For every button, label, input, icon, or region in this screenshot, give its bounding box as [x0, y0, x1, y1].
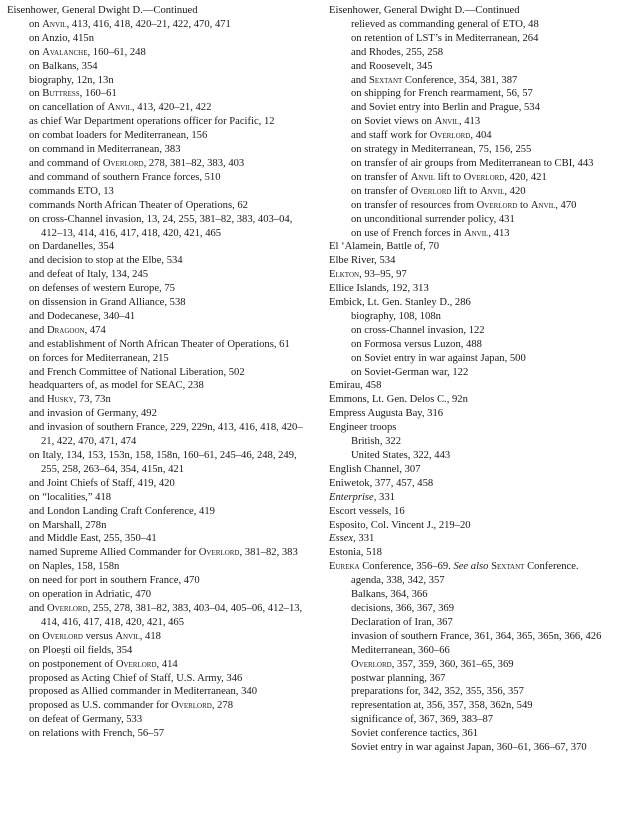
index-subentry: on “localities,” 418	[29, 491, 112, 503]
index-heading: Eureka Conference, 356–69. See also Sextant Conference.	[329, 561, 579, 573]
index-subentry: on Avalanche, 160–61, 248	[29, 46, 146, 58]
index-subentry: on Naples, 158, 158n	[29, 561, 120, 573]
index-subentry: on Anzio, 415n	[29, 32, 95, 44]
index-subentry: and Rhodes, 255, 258	[351, 46, 444, 58]
index-heading: Eniwetok, 377, 457, 458	[329, 477, 434, 489]
index-subentry: decisions, 366, 367, 369	[351, 602, 454, 614]
index-subentry: Soviet conference tactics, 361	[351, 728, 479, 740]
index-subentry: on Balkans, 354	[29, 60, 98, 72]
index-heading: Empress Augusta Bay, 316	[329, 408, 444, 420]
index-subentry: and Husky, 73, 73n	[29, 394, 111, 406]
index-subentry: on cancellation of Anvil, 413, 420–21, 422	[29, 102, 212, 114]
index-subentry: and Dragoon, 474	[29, 324, 106, 336]
index-subentry: preparations for, 342, 352, 355, 356, 357	[351, 686, 524, 698]
index-subentry: invasion of southern France, 361, 364, 365, 365n, 366, 426	[351, 630, 602, 642]
index-subentry: headquarters of, as model for SEAC, 238	[29, 380, 204, 392]
index-subentry: and Soviet entry into Berlin and Prague, 534	[351, 102, 540, 114]
index-subentry: on postponement of Overlord, 414	[29, 658, 178, 670]
index-subentry: and Joint Chiefs of Staff, 419, 420	[29, 477, 175, 489]
index-heading: Eisenhower, General Dwight D.—Continued	[7, 5, 198, 16]
index-heading: English Channel, 307	[329, 463, 421, 475]
index-subentry: on use of French forces in Anvil, 413	[351, 227, 510, 239]
index-subentry: postwar planning, 367	[351, 672, 446, 684]
index-subentry: commands North African Theater of Operations, 62	[29, 199, 248, 211]
index-heading: Elkton, 93–95, 97	[329, 269, 407, 281]
index-subentry: on cross-Channel invasion, 122	[351, 324, 485, 336]
index-subentry: on Ploești oil fields, 354	[29, 644, 133, 656]
index-subentry: on cross-Channel invasion, 13, 24, 255, 381–82, 383, 403–04, 412–13, 414, 416, 417, 418, 420, 421, 465	[29, 213, 293, 239]
index-subentry: on transfer of Anvil lift to Overlord, 420, 421	[351, 171, 547, 183]
index-subentry: on transfer of resources from Overlord to Anvil, 470	[351, 199, 577, 211]
index-subentry: significance of, 367, 369, 383–87	[351, 714, 494, 726]
index-heading: Esposito, Col. Vincent J., 219–20	[329, 519, 471, 531]
index-subentry: Balkans, 364, 366	[351, 589, 428, 601]
index-subentry: and establishment of North African Theater of Operations, 61	[29, 338, 290, 350]
index-subentry: and invasion of Germany, 492	[29, 408, 157, 420]
index-subentry: relieved as commanding general of ETO, 48	[351, 18, 539, 30]
index-heading: Emirau, 458	[329, 380, 382, 392]
index-subentry: and Middle East, 255, 350–41	[29, 533, 157, 545]
index-heading: Enterprise, 331	[329, 491, 395, 503]
index-subentry: and Dodecanese, 340–41	[29, 310, 136, 322]
index-subentry: on Italy, 134, 153, 153n, 158, 158n, 160–61, 245–46, 248, 249, 255, 258, 263–64, 354, 415n, 421	[29, 450, 297, 475]
index-heading: Estonia, 518	[329, 547, 382, 559]
index-subentry: on shipping for French rearmament, 56, 57	[351, 88, 533, 100]
index-subentry: British, 322	[351, 436, 402, 448]
index-subentry: on Dardanelles, 354	[29, 241, 115, 253]
index-subentry: on Buttress, 160–61	[29, 88, 117, 100]
index-subentry: on Soviet-German war, 122	[351, 366, 469, 378]
index-subentry: representation at, 356, 357, 358, 362n, 549	[351, 700, 533, 712]
index-subentry: United States, 322, 443	[351, 450, 451, 461]
index-subentry: named Supreme Allied Commander for Overlord, 381–82, 383	[29, 547, 298, 559]
index-heading: Ellice Islands, 192, 313	[329, 283, 429, 295]
index-column-left	[7, 4, 311, 741]
index-subentry: and London Landing Craft Conference, 419	[29, 505, 215, 517]
index-heading: Embick, Lt. Gen. Stanley D., 286	[329, 297, 471, 309]
index-subentry: on Anvil, 413, 416, 418, 420–21, 422, 470, 471	[29, 18, 231, 30]
index-heading: Escort vessels, 16	[329, 505, 405, 517]
index-subentry: and Roosevelt, 345	[351, 60, 433, 72]
index-heading: Engineer troops	[329, 422, 397, 434]
index-subentry: proposed as Acting Chief of Staff, U.S. Army, 346	[29, 672, 243, 684]
index-subentry: on transfer of Overlord lift to Anvil, 420	[351, 185, 526, 197]
index-subentry: biography, 108, 108n	[351, 310, 441, 322]
index-subentry: on Formosa versus Luzon, 488	[351, 338, 482, 350]
index-subentry: Soviet entry in war against Japan, 360–61, 366–67, 370	[351, 742, 587, 754]
index-heading: Essex, 331	[329, 533, 375, 545]
index-subentry: on forces for Mediterranean, 215	[29, 352, 169, 364]
index-subentry: as chief War Department operations officer for Pacific, 12	[29, 116, 275, 128]
index-subentry: on defeat of Germany, 533	[29, 714, 143, 726]
index-subentry: on Soviet views on Anvil, 413	[351, 116, 481, 128]
index-column-right	[329, 4, 637, 755]
index-subentry: and invasion of southern France, 229, 229n, 413, 416, 418, 420–21, 422, 470, 471, 474	[29, 422, 303, 448]
index-heading: Emmons, Lt. Gen. Delos C., 92n	[329, 394, 468, 406]
index-subentry: on Soviet entry in war against Japan, 500	[351, 352, 526, 364]
index-subentry: and command of Overlord, 278, 381–82, 383, 403	[29, 157, 245, 169]
index-subentry: on transfer of air groups from Mediterranean to CBI, 443	[351, 157, 594, 169]
index-heading: Elbe River, 534	[329, 255, 396, 267]
index-subentry: and command of southern France forces, 510	[29, 171, 221, 183]
index-subentry: on dissension in Grand Alliance, 538	[29, 297, 186, 309]
index-subentry: on Marshall, 278n	[29, 519, 107, 531]
index-subentry: commands ETO, 13	[29, 185, 114, 197]
index-subentry: and French Committee of National Liberation, 502	[29, 366, 245, 378]
index-subentry: on combat loaders for Mediterranean, 156	[29, 130, 208, 142]
index-subentry: proposed as Allied commander in Mediterranean, 340	[29, 686, 257, 698]
index-subentry: on retention of LST’s in Mediterranean, 264	[351, 32, 539, 44]
index-subentry: biography, 12n, 13n	[29, 74, 114, 86]
index-subentry: and decision to stop at the Elbe, 534	[29, 255, 183, 267]
index-subentry: on unconditional surrender policy, 431	[351, 213, 515, 225]
index-subentry: and Sextant Conference, 354, 381, 387	[351, 74, 518, 86]
index-subentry: on defenses of western Europe, 75	[29, 283, 175, 295]
index-subentry: on operation in Adriatic, 470	[29, 589, 152, 601]
index-subentry: on strategy in Mediterranean, 75, 156, 255	[351, 144, 532, 156]
index-heading: El ‘Alamein, Battle of, 70	[329, 241, 440, 253]
index-subentry: agenda, 338, 342, 357	[351, 575, 445, 587]
index-subentry: and defeat of Italy, 134, 245	[29, 269, 149, 281]
index-subentry: on command in Mediterranean, 383	[29, 144, 181, 156]
index-subentry: Overlord, 357, 359, 360, 361–65, 369	[351, 658, 514, 670]
index-heading: Eisenhower, General Dwight D.—Continued	[329, 5, 520, 16]
index-subentry: and staff work for Overlord, 404	[351, 130, 492, 142]
index-subentry: Declaration of Iran, 367	[351, 616, 453, 628]
index-subentry: on need for port in southern France, 470	[29, 575, 200, 587]
index-subentry: Mediterranean, 360–66	[351, 644, 450, 656]
index-subentry: on relations with French, 56–57	[29, 728, 165, 740]
index-subentry: proposed as U.S. commander for Overlord, 278	[29, 700, 234, 712]
index-subentry: and Overlord, 255, 278, 381–82, 383, 403–04, 405–06, 412–13, 414, 416, 417, 418, 420, 421, 465	[29, 602, 303, 628]
index-subentry: on Overlord versus Anvil, 418	[29, 630, 161, 642]
